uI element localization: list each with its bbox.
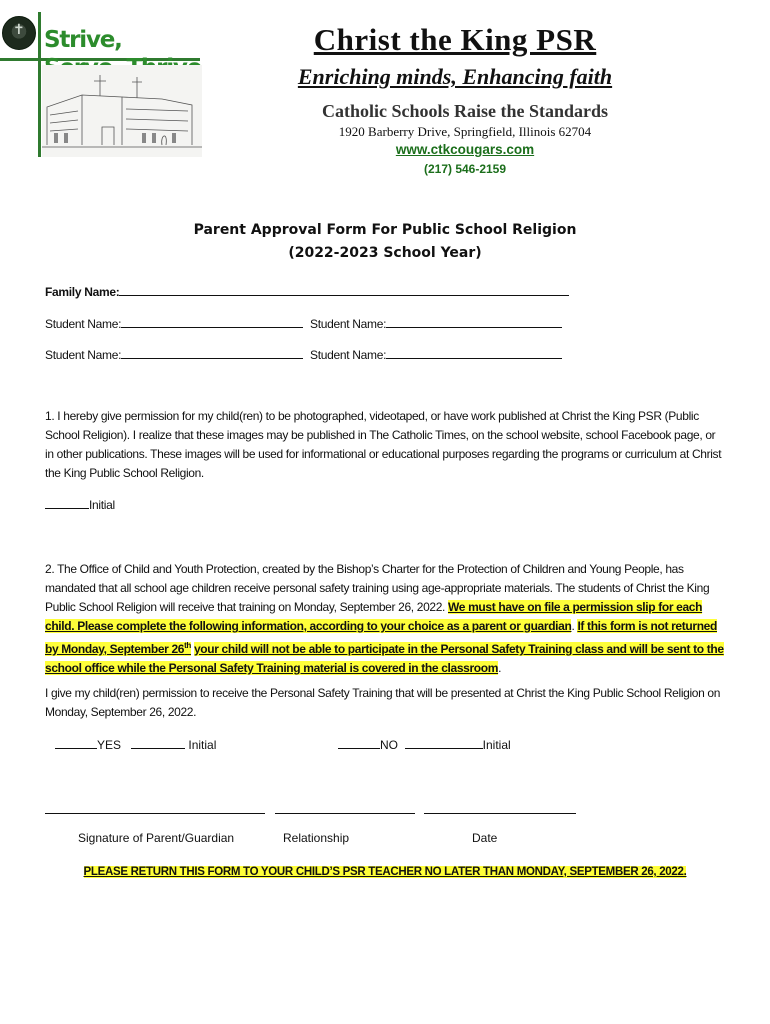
form-title: Parent Approval Form For Public School Religion <box>193 222 577 238</box>
family-name-row: Family Name: <box>45 284 569 299</box>
yes-initial-label: Initial <box>188 738 217 752</box>
photo-initial-field[interactable] <box>45 497 89 509</box>
yes-label: YES <box>97 738 122 752</box>
student-name-label: Student Name: <box>310 348 387 362</box>
no-mark-field[interactable] <box>338 737 380 749</box>
slogan-logo: Strive, <box>44 27 122 53</box>
photo-initial-row <box>45 497 115 512</box>
family-name-field[interactable] <box>119 284 569 296</box>
student-name-field-2[interactable] <box>386 316 562 328</box>
safety-training-paragraph: 2. The Office of Child and Youth Protection, created by the Bishop’s Charter for the Protection of Children and Young People, has mandated that all school age children receive personal safety training using age-appropriate materials. The students of Christ the King Public School Religion will receive that training on Monday, September 26, 2022. We must have on file a permission slip for each child. Please complete the following information, according to your choice as a parent or guardian. If this form is not returned by Monday, September 26th your child will not be able to participate in the Personal Safety Training class and will be sent to the school office while the Personal Safety Training material is covered in the classroom. <box>45 562 724 675</box>
parent-signature-field[interactable] <box>45 813 265 814</box>
student-name-row <box>45 347 303 362</box>
photo-initial-label: Initial <box>89 498 115 512</box>
no-initial-field[interactable] <box>405 737 483 749</box>
return-instruction-text: PLEASE RETURN THIS FORM TO YOUR CHILD’S PSR TEACHER NO LATER THAN MONDAY, SEPTEMBER 26, 2022. <box>83 866 687 878</box>
date-field[interactable] <box>424 813 576 814</box>
student-name-label: Student Name: <box>45 317 122 331</box>
school-title: Christ the King PSR <box>313 22 597 57</box>
yes-option-row <box>55 737 216 752</box>
student-name-label: Student Name: <box>45 348 122 362</box>
safety-training-text: 2. The Office of Child and Youth Protection, created by the Bishop’s Charter for the Protection of Children and Young People, has mandated that all school age children receive personal safety training using age-appropriate materials. The students of Christ the King Public School Religion will receive that training on Monday, September 26, 2022. <box>45 562 710 614</box>
school-motto: Enriching minds, Enhancing faith <box>297 64 613 89</box>
student-name-field-1[interactable] <box>121 316 303 328</box>
student-name-row <box>310 347 562 362</box>
photo-permission-paragraph: 1. I hereby give permission for my child(ren) to be photographed, videotaped, or have work published at Christ the King PSR (Public School Religion). I realize that these images may be published in The Catholic Times, on the school website, school Facebook page, or in other publications. These images will be used for informational or educational purposes regarding the programs or curriculum at Christ the King Public School Religion. <box>45 409 722 480</box>
date-label: Date <box>472 831 498 845</box>
no-option-row <box>338 737 511 752</box>
standards-line: Catholic Schools Raise the Standards <box>321 101 609 121</box>
student-name-field-3[interactable] <box>121 347 303 359</box>
student-name-row <box>310 316 562 331</box>
yes-mark-field[interactable] <box>55 737 97 749</box>
student-name-row <box>45 316 303 331</box>
consent-statement: I give my child(ren) permission to receive the Personal Safety Training that will be presented at Christ the King Public School Religion on Monday, September 26, 2022. <box>45 686 721 719</box>
deadline-text: If this form is not returned by Monday, September 26 <box>45 619 717 656</box>
student-name-label: Student Name: <box>310 317 387 331</box>
church-sketch-image <box>42 65 202 157</box>
no-initial-label: Initial <box>482 738 511 752</box>
yes-initial-field[interactable] <box>131 737 185 749</box>
relationship-field[interactable] <box>275 813 415 814</box>
parent-signature-label: Signature of Parent/Guardian <box>78 831 235 845</box>
form-year: (2022-2023 School Year) <box>288 245 482 261</box>
deadline-suffix: th <box>184 641 191 650</box>
seal-cross-icon: ✝ <box>13 21 25 37</box>
relationship-label: Relationship <box>283 831 350 845</box>
school-address: 1920 Barberry Drive, Springfield, Illinois 62704 <box>338 124 592 139</box>
return-instruction <box>0 862 770 880</box>
phone-number: (217) 546-2159 <box>423 162 507 176</box>
no-label: NO <box>380 738 398 752</box>
highlight-permission-slip: We must have on file a permission slip for each child. Please complete the following information, according to your choice as a parent or guardian <box>45 600 703 633</box>
highlight-consequence: your child will not be able to participate in the Personal Safety Training class and will be sent to the school office while the Personal Safety Training material is covered in the classroom <box>45 642 724 675</box>
family-name-label: Family Name <box>45 285 116 299</box>
student-name-field-4[interactable] <box>386 347 562 359</box>
green-cross-vertical <box>38 12 41 157</box>
website-link[interactable]: www.ctkcougars.com <box>395 142 535 157</box>
